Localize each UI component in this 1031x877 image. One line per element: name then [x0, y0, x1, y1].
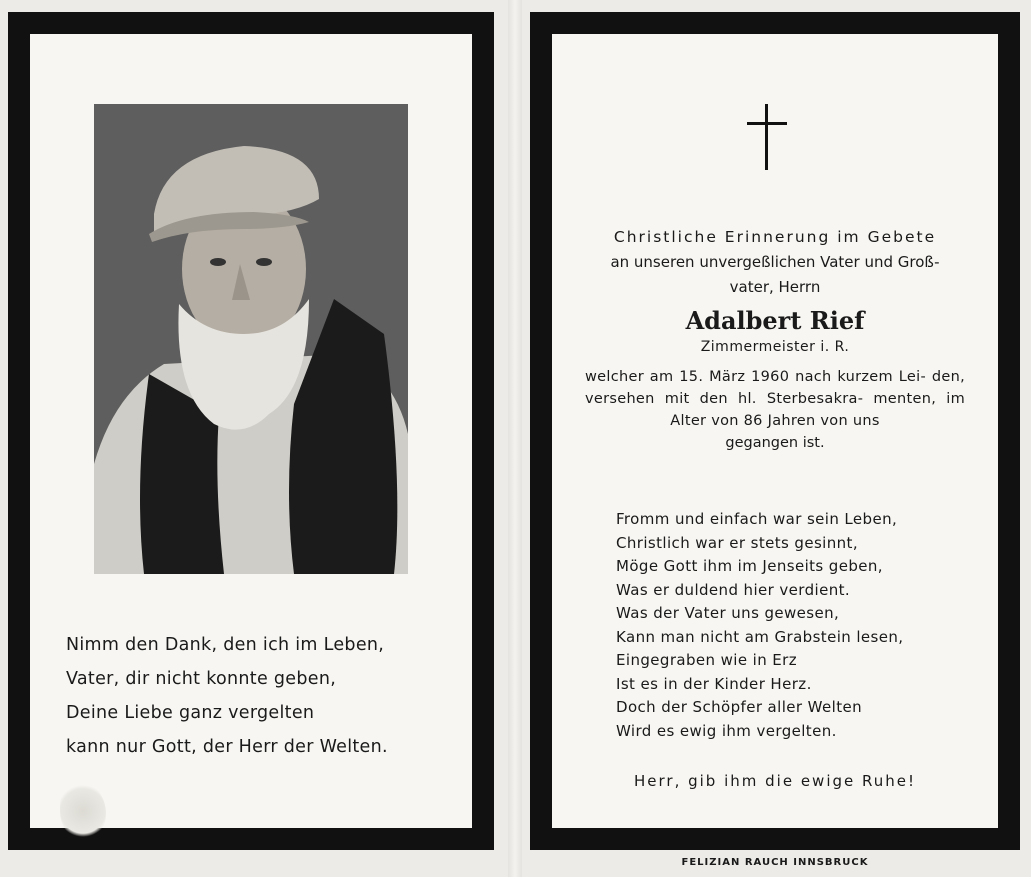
left-poem	[66, 628, 466, 764]
memorial-text	[552, 224, 998, 454]
right-poem	[616, 508, 903, 743]
portrait-photo	[94, 104, 408, 574]
left-poem-line: kann nur Gott, der Herr der Welten.	[66, 737, 388, 757]
memorial-card-left	[8, 12, 494, 850]
poem-line: Eingegraben wie in Erz	[616, 651, 797, 669]
poem-line: Doch der Schöpfer aller Welten	[616, 698, 863, 716]
printer-imprint: FELIZIAN RAUCH INNSBRUCK	[681, 857, 869, 868]
poem-line: Fromm und einfach war sein Leben,	[616, 510, 898, 528]
left-card-inner	[30, 34, 472, 828]
poem-line: Ist es in der Kinder Herz.	[616, 674, 812, 693]
paper-stain	[60, 782, 106, 840]
left-poem-line: Deine Liebe ganz vergelten	[66, 703, 315, 723]
closing-prayer: Herr, gib ihm die ewige Ruhe!	[633, 772, 917, 790]
death-notice: welcher am 15. März 1960 nach kurzem Lei- den, versehen mit den hl. Sterbesakra- menten, im Alter von 86 Jahren von uns	[585, 369, 965, 429]
intro-line: vater, Herrn	[729, 278, 821, 296]
deceased-title: Zimmermeister i. R.	[700, 339, 850, 355]
intro-line: Christliche Erinnerung im Gebete	[613, 228, 937, 246]
left-poem-line: Vater, dir nicht konnte geben,	[66, 669, 337, 689]
deceased-name: Adalbert Rief	[685, 306, 865, 335]
cross-icon	[747, 104, 787, 170]
left-poem-line: Nimm den Dank, den ich im Leben,	[66, 635, 385, 655]
memorial-card-right	[530, 12, 1020, 850]
card-fold-crease	[508, 0, 522, 877]
poem-line: Wird es ewig ihm vergelten.	[616, 721, 837, 740]
poem-line: Möge Gott ihm im Jenseits geben,	[616, 557, 883, 575]
poem-line: Was der Vater uns gewesen,	[616, 604, 840, 622]
poem-line: Kann man nicht am Grabstein lesen,	[616, 627, 904, 646]
intro-line: an unseren unvergeßlichen Vater und Groß-	[610, 253, 940, 271]
right-card-inner	[552, 34, 998, 828]
poem-line: Was er duldend hier verdient.	[616, 580, 851, 599]
poem-line: Christlich war er stets gesinnt,	[616, 533, 859, 552]
death-notice-end: gegangen ist.	[725, 435, 825, 451]
